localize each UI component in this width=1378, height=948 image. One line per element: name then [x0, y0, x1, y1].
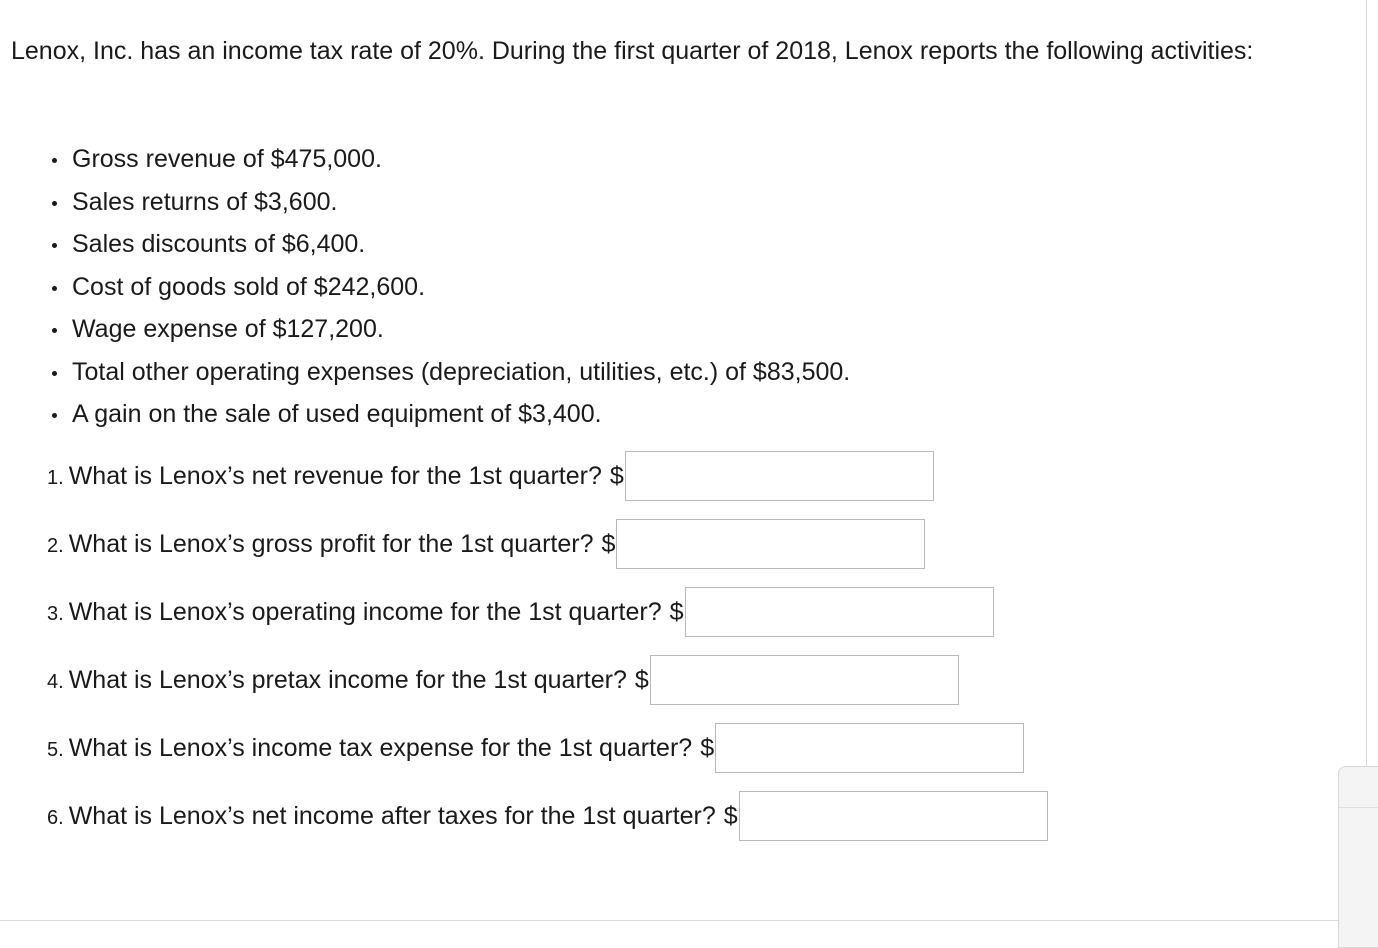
- question-number: 6.: [47, 806, 64, 829]
- activity-item: [0, 223, 850, 266]
- currency-symbol: $: [634, 665, 649, 694]
- bullet-icon: [52, 413, 57, 418]
- gross-profit-input[interactable]: [616, 519, 925, 569]
- activity-item: [0, 308, 850, 351]
- question-text: What is Lenox’s income tax expense for the 1st quarter?: [68, 733, 693, 762]
- income-tax-expense-input[interactable]: [715, 723, 1024, 773]
- question-text: What is Lenox’s pretax income for the 1st quarter?: [68, 665, 627, 694]
- question-number: 2.: [47, 534, 64, 557]
- question-number: 3.: [47, 602, 64, 625]
- question-operating-income: [47, 587, 994, 637]
- activity-text: Gross revenue of $475,000.: [72, 145, 382, 173]
- net-income-input[interactable]: [739, 791, 1048, 841]
- question-net-revenue: [47, 451, 934, 501]
- bullet-icon: [52, 201, 57, 206]
- pretax-income-input[interactable]: [650, 655, 959, 705]
- question-number: 1.: [47, 466, 64, 489]
- question-gross-profit: [47, 519, 925, 569]
- question-number: 5.: [47, 738, 64, 761]
- question-text: What is Lenox’s gross profit for the 1st quarter?: [68, 529, 594, 558]
- question-pretax-income: [47, 655, 959, 705]
- bullet-icon: [52, 243, 57, 248]
- bullet-icon: [52, 371, 57, 376]
- question-text: What is Lenox’s net income after taxes for the 1st quarter?: [68, 801, 716, 830]
- currency-symbol: $: [609, 461, 624, 490]
- currency-symbol: $: [723, 801, 738, 830]
- currency-symbol: $: [700, 733, 715, 762]
- activity-text: Sales discounts of $6,400.: [72, 230, 366, 258]
- side-panel-tab[interactable]: [1338, 766, 1378, 948]
- net-revenue-input[interactable]: [625, 451, 934, 501]
- bottom-divider: [0, 920, 1340, 921]
- bullet-icon: [52, 286, 57, 291]
- activity-item: [0, 138, 850, 181]
- problem-intro: Lenox, Inc. has an income tax rate of 20%. During the first quarter of 2018, Lenox reports the following activities:: [11, 37, 1254, 65]
- question-net-income: [47, 791, 1048, 841]
- activity-text: Total other operating expenses (depreciation, utilities, etc.) of $83,500.: [72, 357, 851, 386]
- activities-list: [0, 138, 850, 436]
- operating-income-input[interactable]: [685, 587, 994, 637]
- bullet-icon: [52, 328, 57, 333]
- activity-item: [0, 351, 850, 394]
- activity-text: Sales returns of $3,600.: [72, 187, 338, 216]
- activity-item: [0, 181, 850, 224]
- side-panel-tab-divider: [1339, 807, 1378, 808]
- question-text: What is Lenox’s net revenue for the 1st quarter?: [68, 461, 602, 490]
- question-text: What is Lenox’s operating income for the 1st quarter?: [68, 597, 662, 626]
- question-number: 4.: [47, 670, 64, 693]
- activity-item: [0, 266, 850, 309]
- activity-text: Cost of goods sold of $242,600.: [72, 272, 426, 301]
- currency-symbol: $: [669, 597, 684, 626]
- question-income-tax-expense: [47, 723, 1024, 773]
- activity-text: A gain on the sale of used equipment of $3,400.: [72, 400, 602, 428]
- currency-symbol: $: [601, 529, 616, 558]
- activity-item: [0, 393, 850, 436]
- activity-text: Wage expense of $127,200.: [72, 315, 384, 343]
- bullet-icon: [52, 158, 57, 163]
